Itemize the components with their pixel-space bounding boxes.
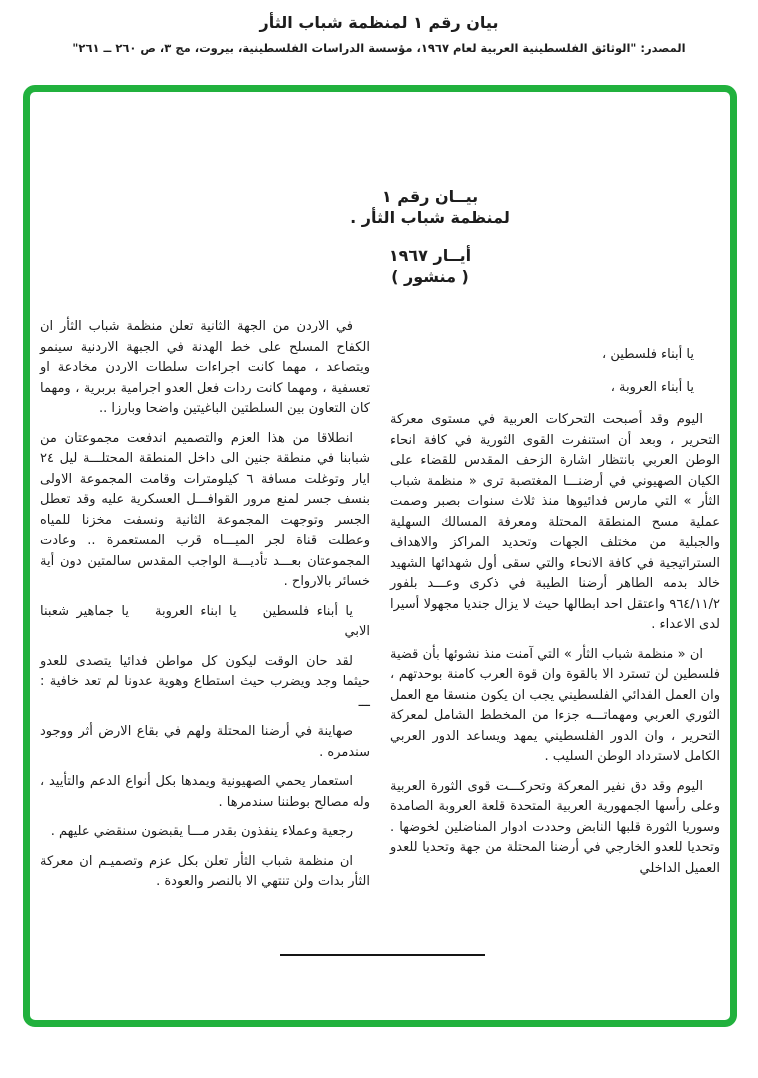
paragraph: رجعية وعملاء ينفذون بقدر مـــا يقبضون سنقضي عليهم . xyxy=(50,824,353,839)
page-header xyxy=(0,13,758,55)
statement-title-line1: بيــان رقم ١ xyxy=(381,187,479,206)
statement-title-block xyxy=(40,186,720,287)
paragraph: يا أبناء فلسطين ، xyxy=(602,347,694,362)
statement-type: ( منشور ) xyxy=(391,267,469,286)
statement-date: أيــار ١٩٦٧ xyxy=(388,246,472,265)
statement-title-line2: لمنظمة شباب الثأر . xyxy=(350,208,510,227)
paragraph: ان « منظمة شباب الثأر » التي آمنت منذ نشوئها بأن قضية فلسطين لن تسترد الا بالقوة وان قوة العرب كامنة بوحدتهم ، وان العمل الفدائي الفلسطيني يجب ان يكون منسقا مع العمل الثوري العربي ومهماتـــه جزءا من المخطط الشامل لمعركة التحرير ، وان الدور الفلسطيني يمهد ويساعد الدور العربي الكامل لاسترداد الوطن السليب . xyxy=(390,646,720,764)
paragraph: انطلاقا من هذا العزم والتصميم اندفعت مجموعتان من شبابنا في منطقة جنين الى داخل المنطقة المحتلـــة ليل ٢٤ ايار وتوغلت مسافة ٦ كيلومترات وقامت المجموعة الاولى بنسف جسر لمنع مرور القوافـــل العسكرية عليه وقد تعطل الجسر وتوجهت المجموعة الثانية ونسفت مخزنا للمياه وعطلت قناة لجر الميـــاه قرب المستعمرة .. وعادت المجموعتان بعـــد تأديـــة الواجب المقدس سالمتين دون أية خسائر بالارواح . xyxy=(40,430,370,589)
paragraph: اليوم وقد دق نفير المعركة وتحركـــت قوى الثورة العربية وعلى رأسها الجمهورية العربية المتحدة قلعة العروبة الصامدة وسوريا الثورة قلبها النابض وحددت ادوار المناضلين لخوضها . وتحديا للعدو الخارجي في أرضنا المحتلة من جهة وتحديا للعدو العميل الداخلي xyxy=(390,778,720,876)
paragraph: يا أبناء العروبة ، xyxy=(610,379,694,395)
document-columns xyxy=(40,317,720,902)
paragraph: في الاردن من الجهة الثانية تعلن منظمة شباب الثأر ان الكفاح المسلح على خط الهدنة في الجبهة الاردنية سينمو ويتصاعد ، مهما كانت اجراءات سلطات الاردن مخادعة او تعسفية ، ومهما كانت ردات فعل العدو اجرامية بربرية ، ومهما كان التعاون بين السلطتين الباغيتين واضحا وبارزا .. xyxy=(40,319,370,416)
source-citation: المصدر: "الوثائق الفلسطينية العربية لعام ١٩٦٧، مؤسسة الدراسات الفلسطينية، بيروت، مج ٣، ص ٢٦٠ ــ ٢٦١" xyxy=(72,41,686,55)
footer-rule xyxy=(280,954,485,956)
paragraph: لقد حان الوقت ليكون كل مواطن فدائيا يتصدى للعدو حيثما وجد ويضرب حيث استطاع وهوية عدونا لم تعد خافية : ـــ xyxy=(40,653,370,710)
paragraph: اليوم وقد أصبحت التحركات العربية في مستوى معركة التحرير ، وبعد أن استنفرت القوى الثورية في كافة انحاء الوطن العربي بانتظار اشارة الزحف المقدس للقضاء على الكيان الصهيوني في أرضنـــا المغتصبة ترى « منظمة شباب الثأر » التي مارس فدائيوها منذ ثلاث سنوات بصبر وصمت عملية مسح المنطقة المحتلة ومعرفة المسالك السهلية والجبلية من مختلف الجهات وتحديد المراكز والاهداف الستراتيجية في كافة الانحاء والتي سقى أول شهدائها الشهيد خالد بدمه الطاهر أرضنا الطيبة في ذكرى وعـــد بلفور ٩٦٤/١١/٢ واعتقل احد ابطالها حيث لا يزال جنديا مجهولا أسيرا لدى الاعداء . xyxy=(390,412,720,632)
paragraph: صهاينة في أرضنا المحتلة ولهم في بقاع الارض أثر ووجود سندمره . xyxy=(40,724,370,760)
column-left xyxy=(40,317,370,902)
document-scan xyxy=(30,92,730,1020)
paragraph: يا أبناء فلسطين يا ابناء العروبة يا جماهير شعبنا الابي xyxy=(40,603,370,639)
document-frame xyxy=(23,85,737,1027)
paragraph: استعمار يحمي الصهيونية ويمدها بكل أنواع الدعم والتأييد ، وله مصالح بوطننا سندمرها . xyxy=(40,774,370,810)
paragraph: ان منظمة شباب الثأر تعلن بكل عزم وتصميـم ان معركة الثأر بدات ولن تنتهي الا بالنصر والعودة . xyxy=(40,853,370,889)
page-title: بيان رقم ١ لمنظمة شباب الثأر xyxy=(259,13,499,32)
column-right xyxy=(390,317,720,888)
